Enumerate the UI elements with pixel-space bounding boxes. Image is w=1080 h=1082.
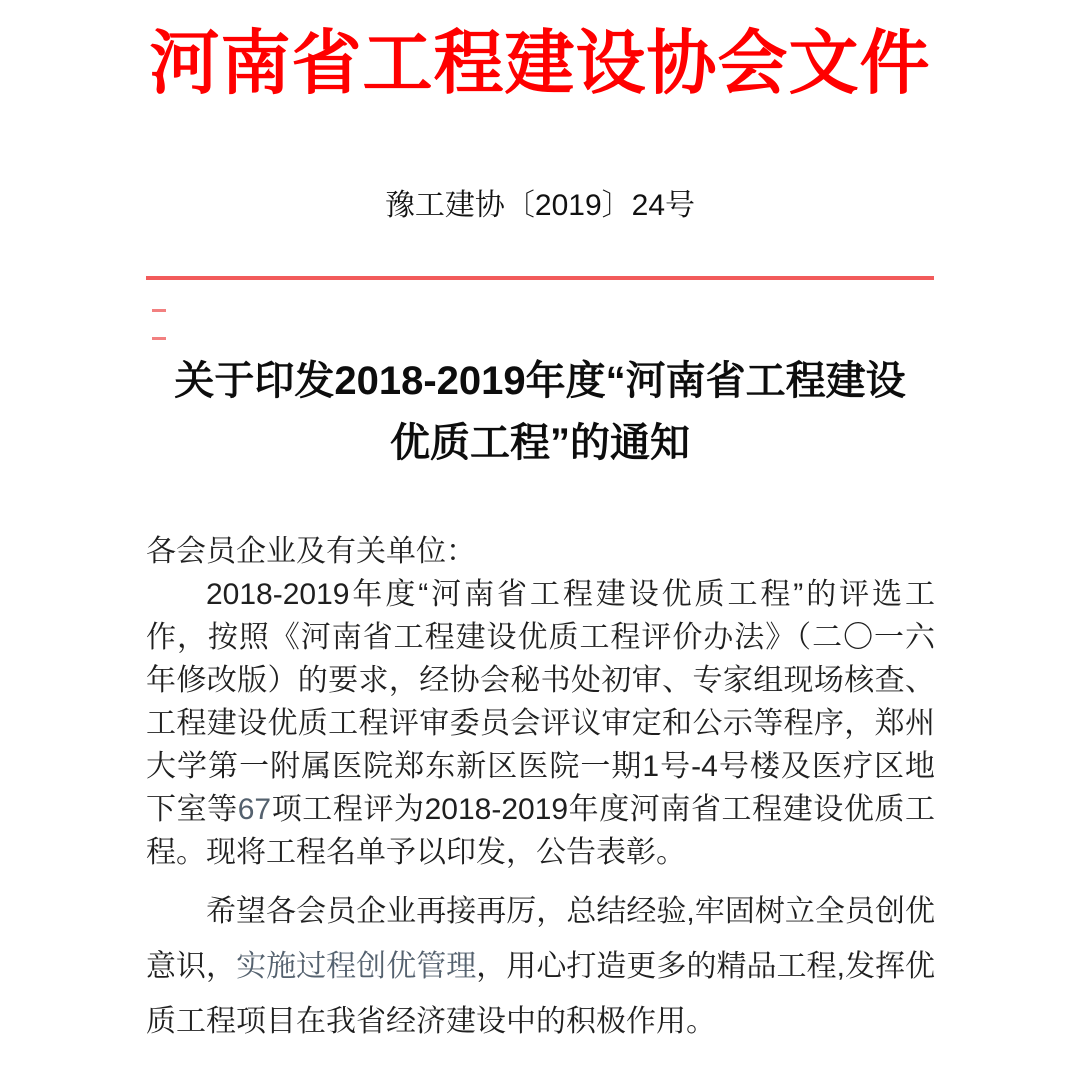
paragraph-1-lead: 2018-2019年度“河南省工程建设优质工程”的评选工作，按照《河南省工程建设优质工程评价办法》（二〇一六年修改版）的要求，经协会秘书处初审、专家组现场核查、工程建设优质工程评审委员会评议审定和公示等程序，郑州大学第一附属医院郑东新区医院一期1号-4号楼及医疗区地下室等 xyxy=(146,578,935,826)
red-tick-dash-2 xyxy=(152,337,166,340)
document-body xyxy=(146,530,935,1049)
paragraph-1 xyxy=(146,573,935,874)
paragraph-1-muted-number: 67 xyxy=(237,793,272,826)
paragraph-2 xyxy=(146,884,935,1049)
red-tick-dash-1 xyxy=(152,309,166,312)
document-number: 豫工建协〔2019〕24号 xyxy=(384,189,696,222)
paragraph-2-muted-phrase: 实施过程创优管理 xyxy=(236,950,477,983)
masthead-title: 河南省工程建设协会文件 xyxy=(149,24,931,102)
red-divider-rule xyxy=(146,276,934,280)
notice-title-line-1: 关于印发2018-2019年度“河南省工程建设 xyxy=(174,359,906,403)
notice-title xyxy=(0,350,1080,474)
paragraph-2-tail: ，用心打造更多的精品工程,发挥优质工程项目在我省经济建设中的积极作用。 xyxy=(146,950,935,1038)
paragraph-1-tail: 项工程评为2018-2019年度河南省工程建设优质工程。现将工程名单予以印发，公告表彰。 xyxy=(146,793,936,869)
salutation-line: 各会员企业及有关单位： xyxy=(146,535,476,568)
notice-title-line-2: 优质工程”的通知 xyxy=(390,421,690,465)
paragraph-2-lead: 希望各会员企业再接再厉，总结经验,牢固树立全员创优意识， xyxy=(146,895,935,983)
